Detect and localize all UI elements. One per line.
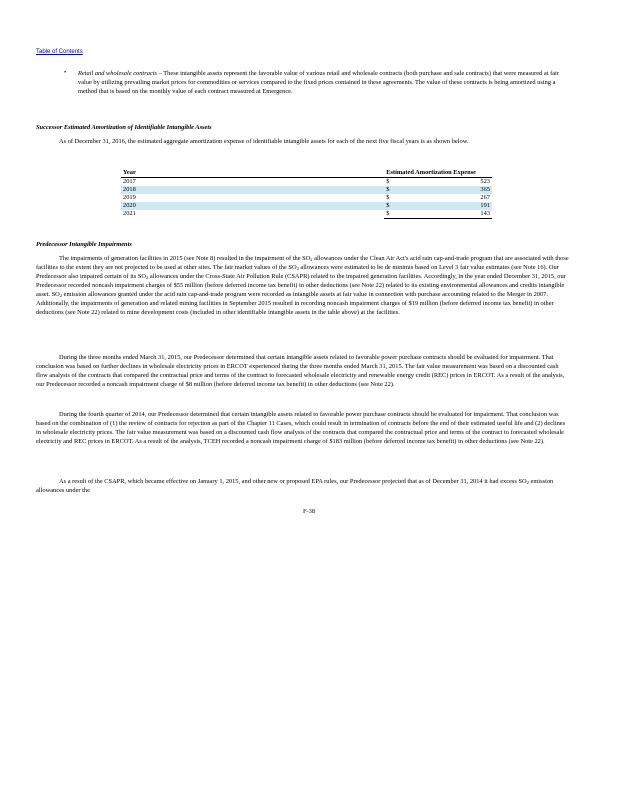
table-of-contents-link[interactable]: Table of Contents xyxy=(36,49,83,55)
page-number: F-38 xyxy=(302,508,316,515)
currency-cell: $ xyxy=(384,202,398,210)
table-row xyxy=(121,186,492,194)
bullet-term: Retail and wholesale contracts xyxy=(78,70,157,77)
table-row xyxy=(121,178,492,187)
currency-cell: $ xyxy=(384,194,398,202)
impairments-paragraph-2: During the three months ended March 31, 2015, our Predecessor determined that certain intangible assets related to favorable power purchase contracts should be evaluated for impairment. That conclusion was based on further declines in wholesale electricity prices in ERCOT experienced during the three months ended March 31, 2015. The fair value measurement was based on a discounted cash flow analysis of the contracts that compared the contractual price and terms of the contract to forecasted wholesale electricity and renewable energy credit (REC) prices in ERCOT. As a result of the analysis, our Predecessor recorded a noncash impairment charge of $8 million (before deferred income tax benefit) in other deductions (see Note 22). xyxy=(36,354,565,388)
year-cell: 2018 xyxy=(121,186,384,194)
bullet-text: – These intangible assets represent the favorable value of various retail and wholesale contracts (both purchase and sale contracts) that were measured at fair value by utilizing prevailing market prices for commodities or services compared to the fixed prices contained in these agreements. The value of these contracts is being amortized using a method that is based on the monthly value of each contract measured at Emergence. xyxy=(78,70,559,95)
column-header-expense: Estimated Amortization Expense xyxy=(384,169,492,178)
value-cell: 143 xyxy=(398,210,492,219)
currency-cell: $ xyxy=(384,186,398,194)
year-cell: 2020 xyxy=(121,202,384,210)
value-cell: 191 xyxy=(398,202,492,210)
currency-cell: $ xyxy=(384,178,398,187)
retail-wholesale-paragraph xyxy=(78,69,564,96)
year-cell: 2019 xyxy=(121,194,384,202)
amortization-heading: Successor Estimated Amortization of Identifiable Intangible Assets xyxy=(36,124,212,131)
amortization-intro: As of December 31, 2016, the estimated aggregate amortization expense of identifiable intangible assets for each of the next five fiscal years is as shown below. xyxy=(59,138,469,145)
table-row xyxy=(121,202,492,210)
value-cell: 523 xyxy=(398,178,492,187)
bullet-icon: • xyxy=(64,69,67,76)
table-row xyxy=(121,194,492,202)
impairments-paragraph-4: As a result of the CSAPR, which became effective on January 1, 2015, and other new or proposed EPA rules, our Predecessor projected that as of December 31, 2014 it had excess SO2 emission allowances under the xyxy=(36,478,554,494)
year-cell: 2017 xyxy=(121,178,384,187)
value-cell: 267 xyxy=(398,194,492,202)
amortization-table xyxy=(121,169,492,219)
table-row xyxy=(121,210,492,219)
impairments-paragraph-3: During the fourth quarter of 2014, our Predecessor determined that certain intangible assets related to favorable power purchase contracts should be evaluated for impairment. That conclusion was based on the combination of (1) the review of contracts for rejection as part of the Chapter 11 Cases, which could result in termination of contracts before the end of their estimated useful life and (2) declines in wholesale electricity prices. The fair value measurement was based on a discounted cash flow analysis of the contracts that compared the contractual price and terms of the contract to forecasted wholesale electricity and REC prices in ERCOT. As a result of the analysis, TCEH recorded a noncash impairment charge of $183 million (before deferred income tax benefit) in other deductions (see Note 22). xyxy=(36,411,566,445)
column-header-year: Year xyxy=(121,169,384,178)
value-cell: 365 xyxy=(398,186,492,194)
impairments-paragraph-1: The impairments of generation facilities in 2015 (see Note 8) resulted in the impairment of the SO2 allowances under the Clean Air Act's acid rain cap-and-trade program that are associated with those facilities to the extent they are not projected to be used at other sites. The fair market values of the SO2 allowances were estimated to be de minimis based on Level 3 fair value estimates (see Note 16). Our Predecessor also impaired certain of its SO2 allowances under the Cross-State Air Pollution Rule (CSAPR) related to the impaired generation facilities. Accordingly, in the year ended December 31, 2015, our Predecessor recorded noncash impairment charges of $55 million (before deferred income tax benefit) in other deductions (see Note 22) related to its existing environmental allowances and credits intangible asset. SO2 emission allowances granted under the acid rain cap-and-trade program were recorded as intangible assets at fair value in connection with purchase accounting related to the Merger in 2007. Additionally, the impairments of generation and related mining facilities in September 2015 resulted in recording noncash impairment charges of $19 million (before deferred income tax benefit) in other deductions (see Note 22) related to mine development costs (included in other identifiable intangible assets in the table above) at the facilities. xyxy=(36,255,569,316)
year-cell: 2021 xyxy=(121,210,384,219)
impairments-heading: Predecessor Intangible Impairments xyxy=(36,241,132,248)
currency-cell: $ xyxy=(384,210,398,219)
